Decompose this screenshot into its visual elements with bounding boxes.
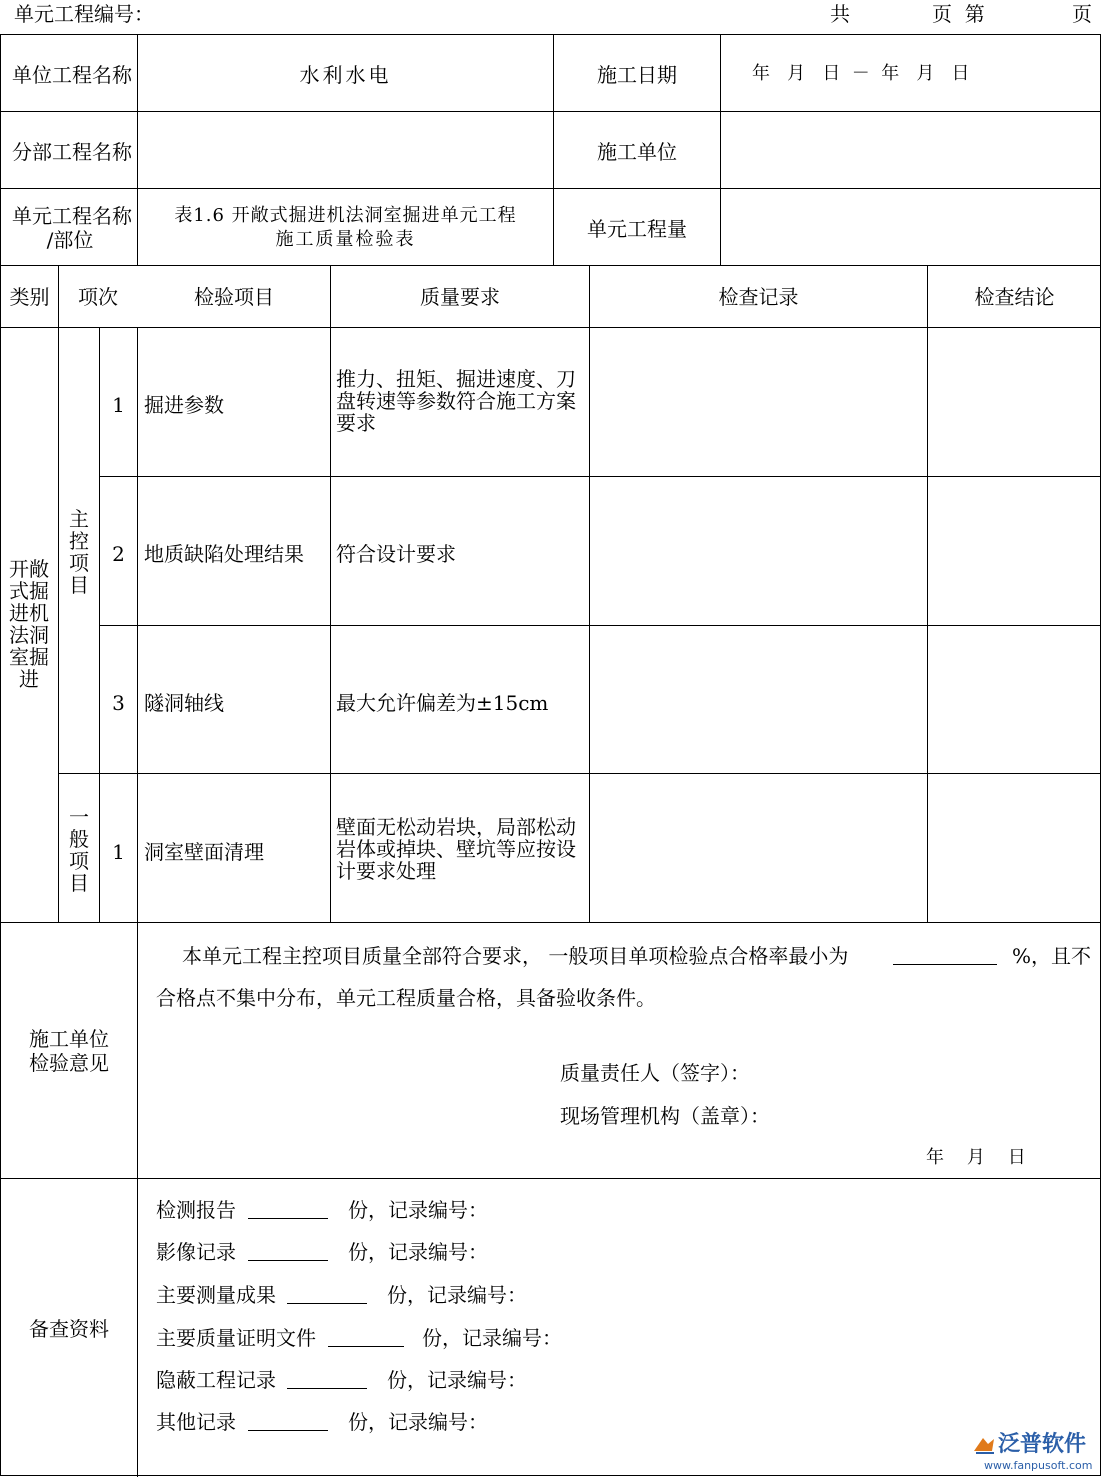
opinion-text-end: %，且不	[1012, 944, 1092, 968]
divider	[589, 265, 590, 922]
construction-date-value: 年 月 日 － 年 月 日	[752, 63, 970, 84]
opinion-date: 年 月 日	[926, 1147, 1026, 1168]
row-req: 最大允许偏差为±15cm	[336, 691, 549, 715]
unit-element-name-label: 单元工程名称	[12, 204, 132, 228]
watermark-url: www.fanpusoft.com	[984, 1459, 1093, 1472]
divider	[58, 265, 59, 922]
reference-count-blank[interactable]	[248, 1241, 328, 1261]
divider	[137, 327, 138, 1477]
unit-project-name-label: 单位工程名称	[12, 63, 132, 87]
reference-suffix: 份，记录编号：	[387, 1368, 527, 1392]
reference-suffix: 份，记录编号：	[387, 1283, 527, 1307]
row-item: 地质缺陷处理结果	[144, 542, 304, 566]
row-item: 洞室壁面清理	[144, 840, 264, 864]
page-label: 页 第	[932, 2, 985, 26]
quality-signer: 质量责任人（签字）：	[560, 1061, 750, 1085]
row-req: 壁面无松动岩块，局部松动岩体或掉块、壁坑等应按设计要求处理	[336, 815, 576, 883]
unit-no-label: 单元工程编号：	[14, 2, 154, 26]
reference-suffix: 份，记录编号：	[348, 1198, 488, 1222]
reference-count-blank[interactable]	[248, 1411, 328, 1431]
reference-count-blank[interactable]	[328, 1327, 404, 1347]
row-no: 1	[112, 840, 125, 864]
total-pages-label: 共	[830, 2, 850, 26]
watermark-name: 泛普软件	[998, 1432, 1087, 1457]
col-header-inspection-item: 检验项目	[194, 285, 274, 309]
page-end-label: 页	[1072, 2, 1092, 26]
row-no: 1	[112, 393, 125, 417]
divider	[58, 773, 1100, 774]
reference-suffix: 份，记录编号：	[348, 1410, 488, 1434]
divider	[1, 327, 1100, 328]
opinion-label-2: 检验意见	[29, 1051, 109, 1075]
reference-count-blank[interactable]	[287, 1284, 367, 1304]
pass-rate-blank[interactable]	[893, 945, 997, 965]
site-stamp: 现场管理机构（盖章）：	[560, 1104, 770, 1128]
unit-project-name-value: 水利水电	[299, 63, 392, 87]
divider	[330, 265, 331, 922]
col-header-category: 类别	[9, 285, 50, 309]
divider	[99, 625, 1100, 626]
unit-element-name-value: 表1.6 开敞式掘进机法洞室掘进单元工程	[174, 205, 517, 226]
reference-name: 影像记录	[156, 1240, 236, 1264]
divider	[1, 1178, 1100, 1179]
reference-suffix: 份，记录编号：	[422, 1326, 562, 1350]
row-no: 3	[112, 691, 125, 715]
divider	[1, 265, 1100, 266]
group-general: 一般项目	[69, 805, 89, 895]
watermark-logo	[970, 1431, 1100, 1477]
col-header-quality-req: 质量要求	[420, 285, 500, 309]
reference-suffix: 份，记录编号：	[348, 1240, 488, 1264]
reference-count-blank[interactable]	[248, 1199, 328, 1219]
row-no: 2	[112, 542, 125, 566]
reference-label: 备查资料	[29, 1317, 109, 1341]
row-item: 隧洞轴线	[144, 691, 224, 715]
opinion-text: 本单元工程主控项目质量全部符合要求， 一般项目单项检验点合格率最小为	[182, 944, 849, 968]
unit-quantity-label: 单元工程量	[587, 217, 687, 241]
category-name: 开敞式掘进机法洞室掘进	[9, 557, 49, 691]
unit-element-part-label: /部位	[46, 228, 94, 252]
divider	[720, 35, 721, 265]
page-header	[0, 0, 1103, 32]
reference-name: 主要质量证明文件	[156, 1326, 316, 1350]
row-req: 符合设计要求	[336, 542, 456, 566]
reference-name: 其他记录	[156, 1410, 236, 1434]
col-header-check-record: 检查记录	[718, 285, 799, 309]
row-req: 推力、扭矩、掘进速度、刀盘转速等参数符合施工方案要求	[336, 367, 576, 435]
sub-project-name-label: 分部工程名称	[12, 140, 132, 164]
reference-name: 隐蔽工程记录	[156, 1368, 276, 1392]
col-header-check-conclusion: 检查结论	[974, 285, 1055, 309]
divider	[1, 922, 1100, 923]
reference-name: 主要测量成果	[156, 1283, 276, 1307]
group-main: 主控项目	[69, 507, 89, 597]
reference-name: 检测报告	[156, 1198, 236, 1222]
brand-icon	[972, 1435, 998, 1457]
divider	[927, 265, 928, 922]
opinion-text-2: 合格点不集中分布，单元工程质量合格，具备验收条件。	[156, 986, 656, 1010]
reference-count-blank[interactable]	[287, 1369, 367, 1389]
opinion-label: 施工单位	[29, 1027, 109, 1051]
col-header-item-no: 项次	[78, 285, 118, 309]
construction-date-label: 施工日期	[597, 63, 677, 87]
construction-unit-label: 施工单位	[597, 140, 677, 164]
divider	[1, 188, 1100, 189]
divider	[99, 476, 1100, 477]
divider	[1, 111, 1100, 112]
row-item: 掘进参数	[144, 393, 224, 417]
unit-element-name-value-2: 施工质量检验表	[275, 229, 416, 250]
